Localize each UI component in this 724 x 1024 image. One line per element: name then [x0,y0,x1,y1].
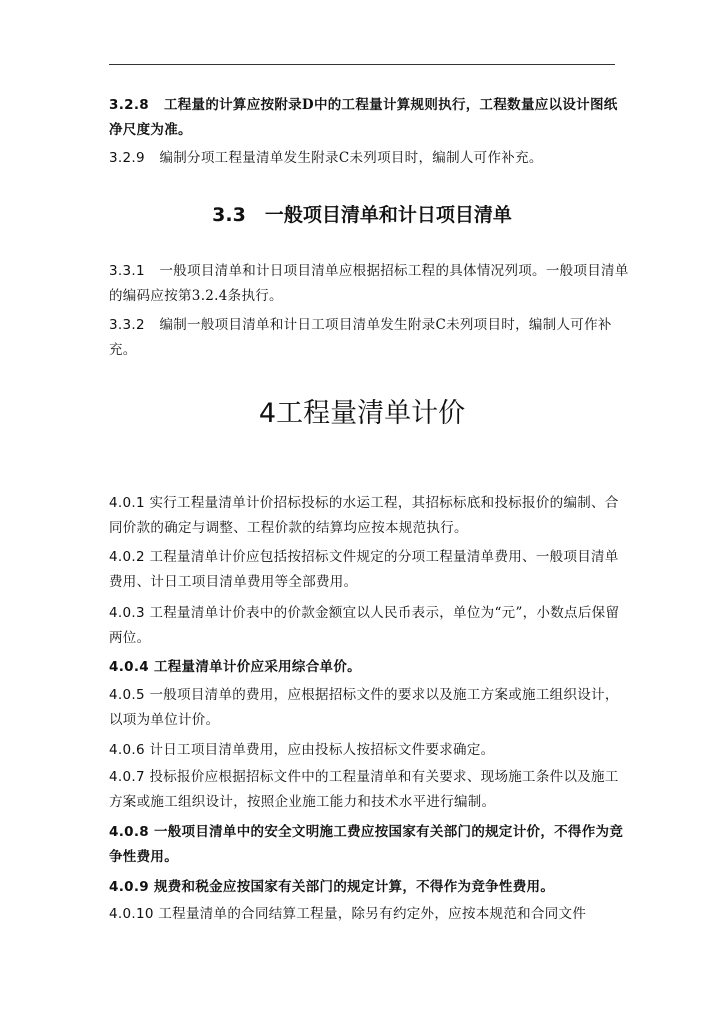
clause-text: 工程量清单计价应包括按招标文件规定的分项工程量清单费用、一般项目清单费用、计日工项目清单费用等全部费用。 [109,549,619,590]
clause-number: 4.0.3 [109,605,145,621]
clause-text: 工程量的计算应按附录D中的工程量计算规则执行，工程数量应以设计图纸净尺度为准。 [109,97,618,138]
clause-number: 4.0.1 [109,495,145,511]
clause-number: 3.2.9 [109,150,145,166]
chapter-heading-4: 4工程量清单计价 [258,398,466,429]
clause-number: 4.0.7 [109,769,145,785]
clause-number: 3.3.1 [109,263,145,279]
clause-text: 工程量清单的合同结算工程量，除另有约定外，应按本规范和合同文件 [158,906,587,922]
clause-3-3-2 [109,313,629,363]
clause-text: 规费和税金应按国家有关部门的规定计算，不得作为竞争性费用。 [153,879,555,895]
clause-number: 4.0.2 [109,549,145,565]
clause-number: 3.3.2 [109,317,145,333]
clause-text: 投标报价应根据招标文件中的工程量清单和有关要求、现场施工条件以及施工方案或施工组织设计，按照企业施工能力和技术水平进行编制。 [109,769,619,810]
clause-4-0-8 [109,820,629,870]
clause-text: 编制分项工程量清单发生附录C未列项目时，编制人可作补充。 [159,150,543,166]
clause-number: 4.0.5 [109,687,145,703]
clause-text: 计日工项目清单费用，应由投标人按招标文件要求确定。 [149,742,495,758]
clause-4-0-4 [109,655,629,680]
clause-3-2-9 [109,146,629,171]
clause-number: 3.2.8 [109,97,149,113]
clause-text: 实行工程量清单计价招标投标的水运工程，其招标标底和投标报价的编制、合同价款的确定与调整、工程价款的结算均应按本规范执行。 [109,495,619,536]
clause-3-2-8 [109,93,629,143]
clause-3-3-1 [109,259,629,309]
clause-text: 一般项目清单和计日项目清单应根据招标工程的具体情况列项。一般项目清单的编码应按第3.2.4条执行。 [109,263,629,304]
clause-number: 4.0.9 [109,879,149,895]
header-rule [109,64,615,65]
clause-number: 4.0.4 [109,659,149,675]
clause-4-0-3 [109,601,629,651]
clause-4-0-9 [109,875,629,900]
clause-number: 4.0.10 [109,906,154,922]
section-heading-3-3: 3.3 一般项目清单和计日项目清单 [212,204,512,226]
clause-number: 4.0.6 [109,742,145,758]
clause-text: 工程量清单计价表中的价款金额宜以人民币表示，单位为“元”，小数点后保留两位。 [109,605,620,646]
clause-4-0-6 [109,738,629,763]
clause-4-0-10 [109,902,629,927]
clause-4-0-1 [109,491,629,541]
clause-number: 4.0.8 [109,824,149,840]
clause-4-0-5 [109,683,629,733]
clause-4-0-7 [109,765,629,815]
clause-text: 一般项目清单中的安全文明施工费应按国家有关部门的规定计价，不得作为竞争性费用。 [109,824,624,865]
clause-4-0-2 [109,545,629,595]
clause-text: 工程量清单计价应采用综合单价。 [153,659,361,675]
clause-text: 一般项目清单的费用，应根据招标文件的要求以及施工方案或施工组织设计，以项为单位计价。 [109,687,619,728]
clause-text: 编制一般项目清单和计日工项目清单发生附录C未列项目时，编制人可作补充。 [109,317,612,358]
